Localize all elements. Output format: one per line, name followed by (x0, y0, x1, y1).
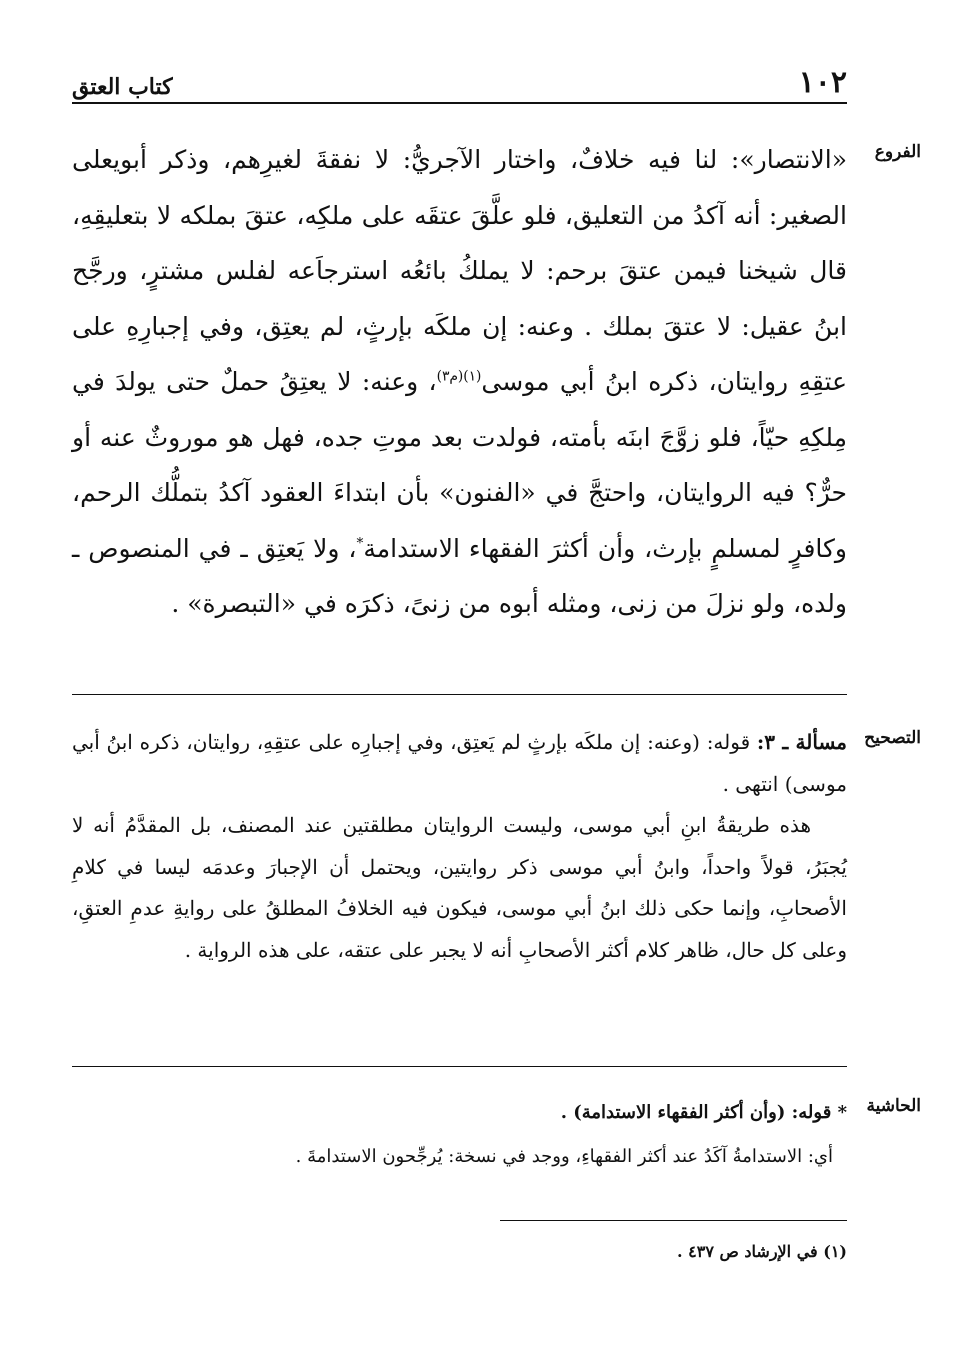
tashih-hashiya-divider (72, 1066, 847, 1067)
hashiya-line-1: * قوله: (وأن أكثر الفقهاء الاستدامة) . (560, 1102, 847, 1123)
main-text-part1: «الانتصار»: لنا فيه خلافٌ، واختار الآجريُّ: لا نفقةَ لغيرِهم، وذكر أبويعلى الصغير: أنه آكدُ من التعليق، فلو علَّقَ عتقَه على ملكِه، عتقَ بملكه لا بتعليقِهِ، قال شيخنا فيمن عتقَ برحم: لا يملكُ بائعُه استرجاَعه لفلس مشترٍ، ورجَّح ابنُ عقيل: لا عتقَ بملك . وعنه: إن ملكَه بإرثٍ، لم يعتِق، وفي إجبارِهِ على عتقِهِ روايتان، ذكره ابنُ أبي موسى (72, 145, 847, 396)
tashih-text (72, 722, 847, 971)
tashih-paragraph-2: هذه طريقةُ ابنِ أبي موسى، وليست الروايتان مطلقتين عند المصنف، بل المقدَّمُ أنه لا يُجبَرُ، قولاً واحداً، وابنُ أبي موسى ذكر روايتين، ويحتمل أن الإجبارَ وعدمَه ليسا في كلامِ الأصحابِ، وإنما حكى ذلك ابنُ أبي موسى، فيكون فيه الخلافُ المطلقُ على روايةِ عدمِ العتقِ، وعلى كل حال، ظاهر كلام أكثر الأصحابِ أنه لا يجبر على عتقه، على هذه الرواية . (72, 813, 847, 962)
footnote-ref-1: (١)(م٣) (436, 368, 482, 385)
hashiya-line-2: أي: الاستدامةُ آكَدُ عند أكثر الفقهاءِ، ووجد في نسخة: يُرجِّحون الاستدامةَ . (295, 1146, 833, 1167)
masala-heading: مسألة ـ ٣: (756, 730, 848, 754)
tashih-label: التصحيح (864, 728, 921, 748)
main-text (72, 132, 847, 632)
main-text-part3: ، ولا يَعتِق ـ في المنصوص ـ ولده، ولو نزلَ من زنى، ومثله أبوه من زنىً، ذكرَه في «التبصرة» . (72, 533, 847, 618)
page-header (72, 58, 847, 98)
hashiya-label: الحاشية (866, 1096, 921, 1116)
running-title: كتاب العتق (72, 74, 173, 100)
footnote-rule (500, 1220, 847, 1221)
header-rule (72, 102, 847, 104)
hashiya-ref: * (356, 535, 364, 552)
tashih-paragraph-1 (72, 722, 847, 805)
furu-tashih-divider (72, 694, 847, 695)
tashih-quote: قوله: (وعنه: إن ملكَه بإرثٍ لم يَعتِق، وفي إجبارِه على عتقِهِ، روايتان، ذكره ابنُ أبي موسى) انتهى . (72, 730, 847, 796)
hashiya-text (72, 1098, 847, 1172)
footnote: (١) في الإرشاد ص ٤٣٧ . (677, 1242, 847, 1261)
main-text-part2: ، وعنه: لا يعتِقُ حملٌ حتى يولدَ في مِلكِهِ حيّاً، فلو زوَّجَ ابنَه بأمته، فولدت بعد موتِ جده، فهل هو موروثٌ عنه أو حرٌّ؟ فيه الروايتان، واحتجَّ في «الفنون» بأن ابتداءَ العقود آكدُ بتملُّك الرحم، وكافرٍ لمسلمٍ بإرث، وأن أكثرَ الفقهاء الاستدامة (72, 367, 847, 563)
page-number: ١٠٢ (798, 65, 847, 100)
furu-label: الفروع (874, 142, 921, 162)
